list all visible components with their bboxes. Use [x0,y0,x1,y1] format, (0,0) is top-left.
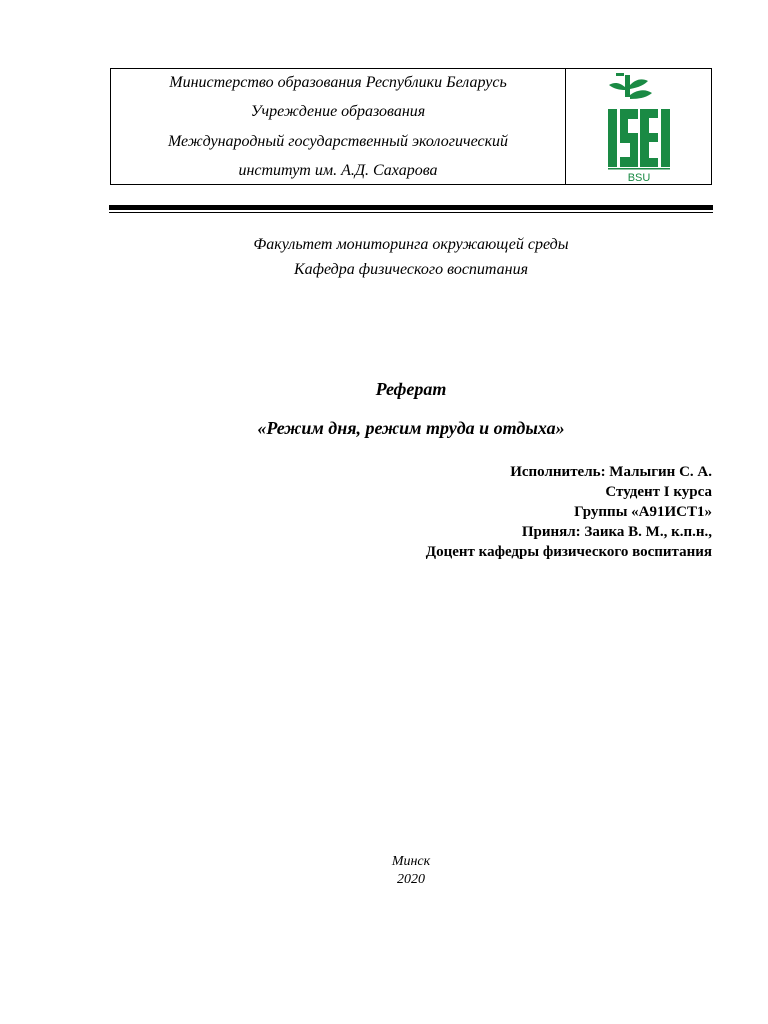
institution-header [111,69,566,184]
footer-block [110,853,712,889]
reviewer-position-line: Доцент кафедры физического воспитания [425,544,712,560]
student-course-line: Студент I курса [605,484,712,500]
group-line: Группы «А91ИСТ1» [574,504,712,520]
city: Минск [391,854,431,869]
institution-name-line-1: Международный государственный экологический [167,132,509,150]
year: 2020 [397,872,425,887]
document-type: Реферат [375,379,447,399]
ministry-line: Министерство образования Республики Беларусь [169,73,507,91]
divider-thick [109,205,713,210]
institution-name-line-2: институт им. А.Д. Сахарова [238,162,438,179]
logo-sub-text: BSU [627,172,651,183]
reviewer-line: Принял: Заика В. М., к.п.н., [521,524,712,540]
institution-type-line: Учреждение образования [250,103,426,120]
author-line: Исполнитель: Малыгин С. А. [510,464,712,480]
faculty-block [110,232,712,282]
document-topic: «Режим дня, режим труда и отдыха» [257,418,565,438]
logo-cell [566,69,711,184]
signature-block [426,462,712,562]
divider-thin [109,212,713,213]
title-block [110,375,712,442]
faculty-line: Факультет мониторинга окружающей среды [253,236,569,253]
department-line: Кафедра физического воспитания [293,261,529,278]
header-table [110,68,712,185]
isei-bsu-logo-icon [606,73,672,183]
